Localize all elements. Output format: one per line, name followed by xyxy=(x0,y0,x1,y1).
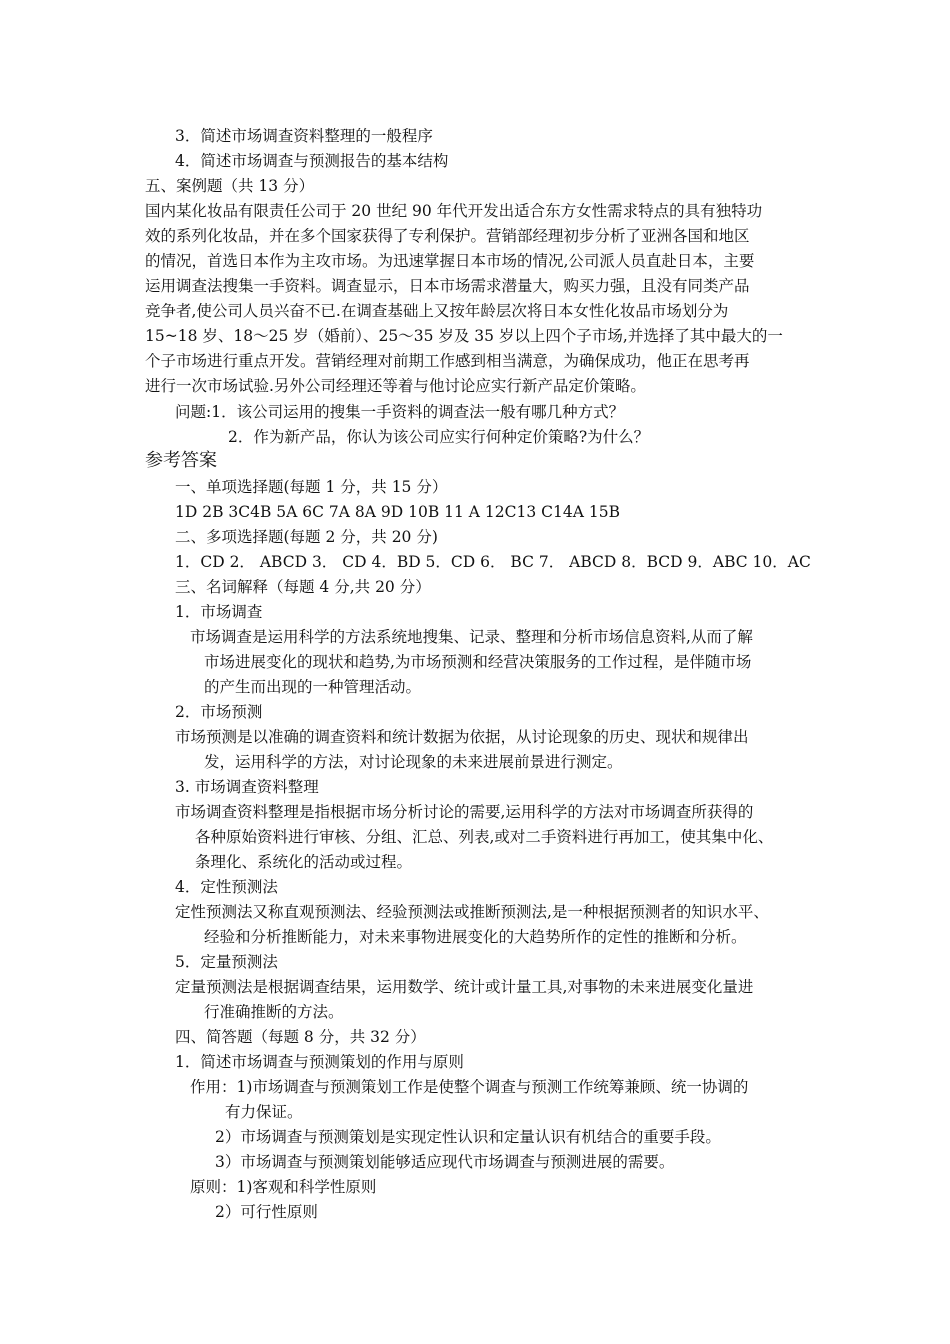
case-paragraph-line: 国内某化妆品有限责任公司于 20 世纪 90 年代开发出适合东方女性需求特点的具有独特功 xyxy=(145,202,763,220)
answer-section-four-heading: 四、简答题（每题 8 分，共 32 分） xyxy=(175,1028,426,1046)
term-5-heading: 5．定量预测法 xyxy=(175,953,278,971)
case-paragraph-line: 的情况，首选日本作为主攻市场。为迅速掌握日本市场的情况,公司派人员直赴日本，主要 xyxy=(145,252,755,270)
term-4-definition-line: 经验和分析推断能力，对未来事物进展变化的大趋势所作的定性的推断和分析。 xyxy=(204,928,747,946)
answer-section-one-heading: 一、单项选择题(每题 1 分，共 15 分） xyxy=(175,478,448,496)
case-paragraph-line: 运用调查法搜集一手资料。调查显示，日本市场需求潜量大，购买力强，且没有同类产品 xyxy=(145,277,750,295)
case-paragraph-line: 进行一次市场试验.另外公司经理还等着与他讨论应实行新产品定价策略。 xyxy=(145,377,646,395)
term-4-heading: 4．定性预测法 xyxy=(175,878,278,896)
answers-heading: 参考答案 xyxy=(145,450,217,471)
term-3-definition-line: 市场调查资料整理是指根据市场分析讨论的需要,运用科学的方法对市场调查所获得的 xyxy=(175,803,754,821)
answer-section-two-heading: 二、多项选择题(每题 2 分，共 20 分) xyxy=(175,528,438,546)
role-point-1-cont: 有力保证。 xyxy=(225,1103,303,1121)
term-1-definition-line: 市场调查是运用科学的方法系统地搜集、记录、整理和分析市场信息资料,从而了解 xyxy=(190,628,753,646)
case-question-2: 2．作为新产品，你认为该公司应实行何种定价策略?为什么？ xyxy=(228,428,650,446)
case-question-1: 问题:1．该公司运用的搜集一手资料的调查法一般有哪几种方式？ xyxy=(175,403,625,421)
term-3-definition-line: 各种原始资料进行审核、分组、汇总、列表,或对二手资料进行再加工，使其集中化、 xyxy=(195,828,774,846)
question-4-text: 4．简述市场调查与预测报告的基本结构 xyxy=(175,152,449,170)
term-1-heading: 1．市场调查 xyxy=(175,603,263,621)
role-point-1: 作用：1)市场调查与预测策划工作是使整个调查与预测工作统筹兼顾、统一协调的 xyxy=(190,1078,749,1096)
term-1-definition-line: 的产生而出现的一种管理活动。 xyxy=(204,678,422,696)
role-point-3: 3）市场调查与预测策划能够适应现代市场调查与预测进展的需要。 xyxy=(215,1153,675,1171)
case-paragraph-line: 15~18 岁、18～25 岁（婚前）、25～35 岁及 35 岁以上四个子市场,并选择了其中最大的一 xyxy=(145,327,783,345)
case-paragraph-line: 效的系列化妆品，并在多个国家获得了专利保护。营销部经理初步分析了亚洲各国和地区 xyxy=(145,227,750,245)
term-5-definition-line: 行准确推断的方法。 xyxy=(204,1003,344,1021)
term-5-definition-line: 定量预测法是根据调查结果，运用数学、统计或计量工具,对事物的未来进展变化量进 xyxy=(175,978,754,996)
term-4-definition-line: 定性预测法又称直观预测法、经验预测法或推断预测法,是一种根据预测者的知识水平、 xyxy=(175,903,769,921)
principle-point-1: 原则：1)客观和科学性原则 xyxy=(190,1178,377,1196)
term-3-heading: 3. 市场调查资料整理 xyxy=(175,778,319,796)
term-2-definition-line: 市场预测是以准确的调查资料和统计数据为依据，从讨论现象的历史、现状和规律出 xyxy=(175,728,749,746)
principle-point-2: 2）可行性原则 xyxy=(215,1203,318,1221)
answer-section-three-heading: 三、名词解释（每题 4 分,共 20 分） xyxy=(175,578,431,596)
term-1-definition-line: 市场进展变化的现状和趋势,为市场预测和经营决策服务的工作过程，是伴随市场 xyxy=(204,653,752,671)
single-choice-answers: 1D 2B 3C4B 5A 6C 7A 8A 9D 10B 11 A 12C13 C14A 15B xyxy=(175,503,620,521)
term-2-heading: 2．市场预测 xyxy=(175,703,263,721)
short-answer-1-heading: 1．简述市场调查与预测策划的作用与原则 xyxy=(175,1053,464,1071)
case-paragraph-line: 竞争者,使公司人员兴奋不已.在调查基础上又按年龄层次将日本女性化妆品市场划分为 xyxy=(145,302,729,320)
question-3-text: 3．简述市场调查资料整理的一般程序 xyxy=(175,127,433,145)
section-five-heading: 五、案例题（共 13 分） xyxy=(145,177,315,195)
case-paragraph-line: 个子市场进行重点开发。营销经理对前期工作感到相当满意，为确保成功，他正在思考再 xyxy=(145,352,750,370)
term-2-definition-line: 发，运用科学的方法，对讨论现象的未来进展前景进行测定。 xyxy=(204,753,623,771)
role-point-2: 2）市场调查与预测策划是实现定性认识和定量认识有机结合的重要手段。 xyxy=(215,1128,721,1146)
term-3-definition-line: 条理化、系统化的活动或过程。 xyxy=(195,853,413,871)
multiple-choice-answers: 1．CD 2． ABCD 3． CD 4．BD 5．CD 6． BC 7． ABCD 8．BCD 9．ABC 10．AC xyxy=(175,553,811,571)
